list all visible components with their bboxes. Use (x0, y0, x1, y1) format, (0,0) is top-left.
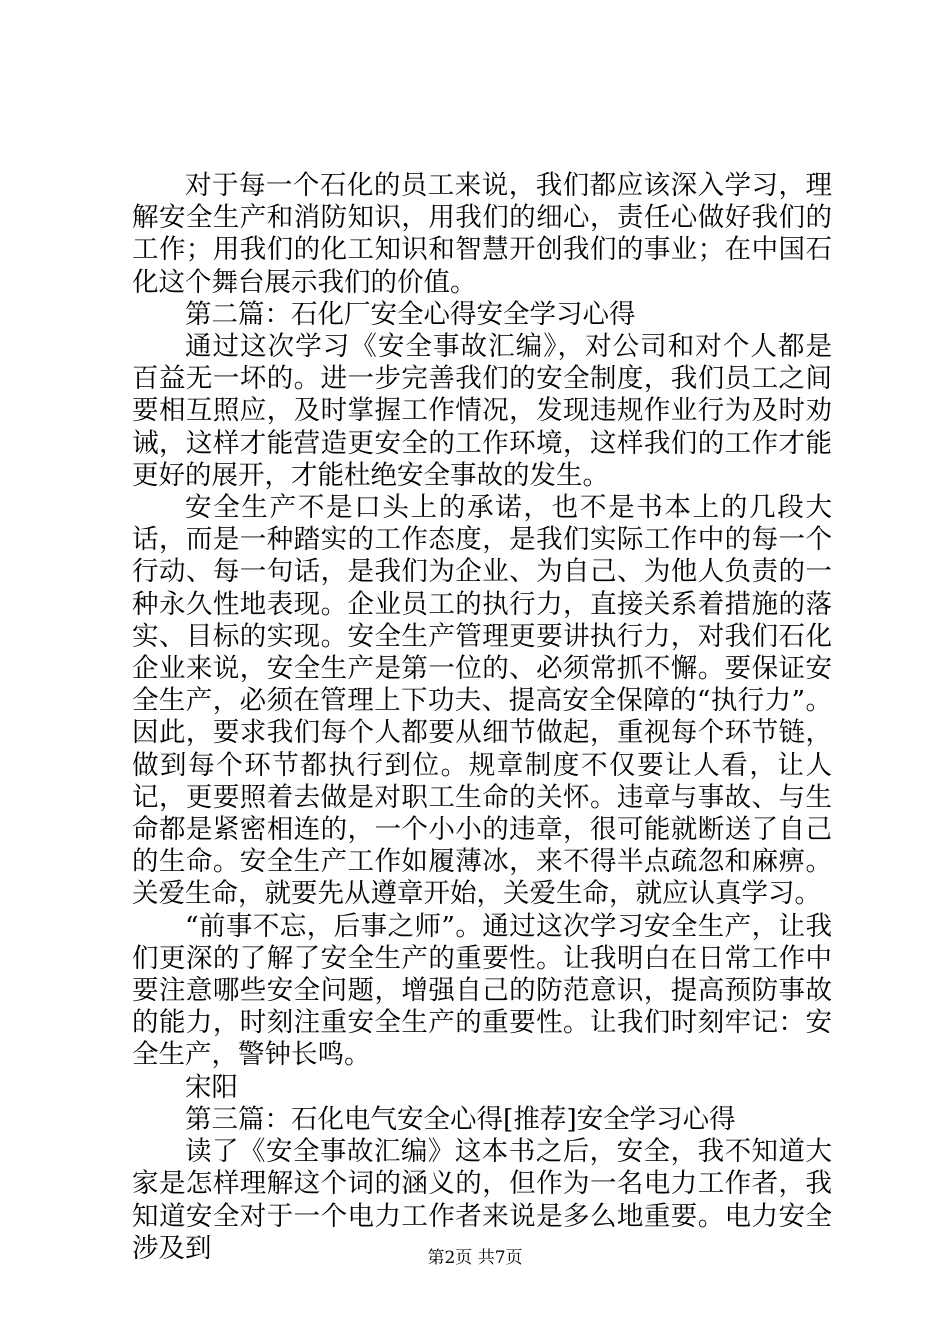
document-body (132, 170, 832, 1265)
paragraph-intro: 对于每一个石化的员工来说，我们都应该深入学习，理解安全生产和消防知识，用我们的细心，责任心做好我们的工作；用我们的化工知识和智慧开创我们的事业；在中国石化这个舞台展示我们的价值。 (132, 170, 832, 298)
page-footer: 第2页 共7页 (427, 1248, 523, 1268)
section-heading-3: 第三篇：石化电气安全心得[推荐]安全学习心得 (185, 1103, 736, 1135)
paragraph-3-1: 读了《安全事故汇编》这本书之后，安全，我不知道大家是怎样理解这个词的涵义的，但作为一名电力工作者，我知道安全对于一个电力工作者来说是多么地重要。电力安全涉及到 (132, 1136, 832, 1264)
paragraph-2-3: “前事不忘，后事之师”。通过这次学习安全生产，让我们更深的了解了安全生产的重要性。让我明白在日常工作中要注意哪些安全问题，增强自己的防范意识，提高预防事故的能力，时刻注重安全生产的重要性。让我们时刻牢记：安全生产，警钟长鸣。 (132, 910, 832, 1071)
author-name: 宋阳 (185, 1071, 238, 1103)
paragraph-2-1: 通过这次学习《安全事故汇编》，对公司和对个人都是百益无一坏的。进一步完善我们的安全制度，我们员工之间要相互照应，及时掌握工作情况，发现违规作业行为及时劝诫，这样才能营造更安全的工作环境，这样我们的工作才能更好的展开，才能杜绝安全事故的发生。 (132, 331, 832, 491)
paragraph-2-2: 安全生产不是口头上的承诺，也不是书本上的几段大话，而是一种踏实的工作态度，是我们实际工作中的每一个行动、每一句话，是我们为企业、为自己、为他人负责的一种永久性地表现。企业员工的执行力，直接关系着措施的落实、目标的实现。安全生产管理更要讲执行力，对我们石化企业来说，安全生产是第一位的、必须常抓不懈。要保证安全生产，必须在管理上下功夫、提高安全保障的“执行力”。因此，要求我们每个人都要从细节做起，重视每个环节链，做到每个环节都执行到位。规章制度不仅要让人看，让人记，更要照着去做是对职工生命的关怀。违章与事故、与生命都是紧密相连的，一个小小的违章，很可能就断送了自己的生命。安全生产工作如履薄冰，来不得半点疏忽和麻痹。关爱生命，就要先从遵章开始，关爱生命，就应认真学习。 (132, 492, 832, 910)
section-heading-2: 第二篇：石化厂安全心得安全学习心得 (185, 298, 636, 330)
